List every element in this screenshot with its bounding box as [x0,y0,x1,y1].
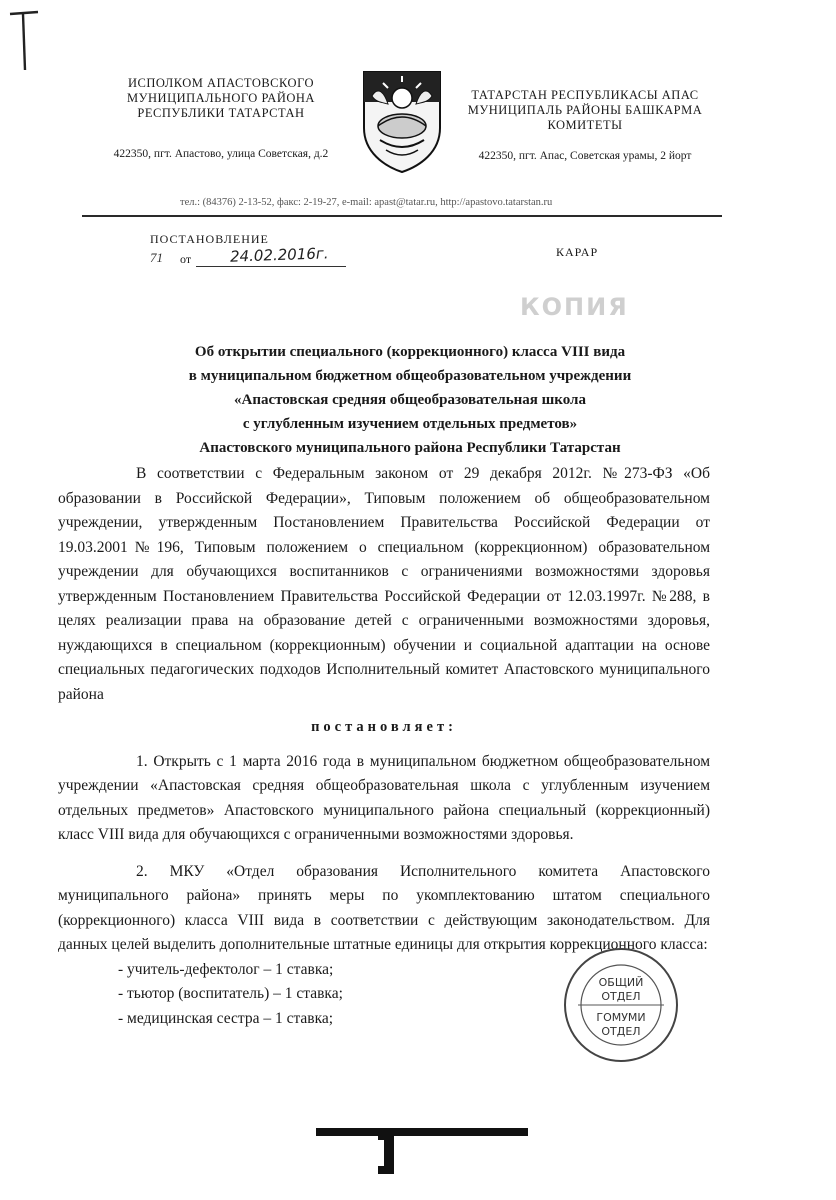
header-right-org: ТАТАРСТАН РЕСПУБЛИКАСЫ АПАС МУНИЦИПАЛЬ РАЙОНЫ БАШКАРМА КОМИТЕТЫ [467,88,703,132]
title-line: «Апастовская средняя общеобразовательная школа [234,392,586,408]
seal-line-2: ОТДЕЛ [601,990,641,1003]
decree-label-tt: КАРАР [556,245,599,259]
scan-artifact-mark [316,1128,528,1174]
seal-line-3: ГОМУМИ [596,1011,646,1024]
header-right-block [450,88,720,164]
round-seal-stamp [562,946,680,1064]
staff-list-item: - медицинская сестра – 1 ставка; [118,1009,334,1027]
copy-stamp: КОПИЯ [520,293,629,321]
header-left-address: 422350, пгт. Апастово, улица Советская, д.2 [113,148,329,160]
item-1-paragraph: 1. Открыть с 1 марта 2016 года в муниципальном бюджетном общеобразовательном учреждении «Апастовская средняя общеобразовательная школа с углубленным изучением отдельных предметов» Апастовского муниципального района специальный (коррекционный) класс VIII вида для обучающихся с ограниченными возможностями здоровья. [58,752,710,843]
decree-ot: от [180,252,192,266]
decree-title [90,340,730,460]
seal-line-4: ОТДЕЛ [601,1025,641,1038]
title-line: Об открытии специального (коррекционного) класса VIII вида [194,344,626,360]
decree-label-ru: ПОСТАНОВЛЕНИЕ [150,232,269,246]
district-emblem-icon [358,68,446,174]
decree-number: 71 [150,250,163,265]
title-line: с углубленным изучением отдельных предметов» [242,416,578,432]
header-divider [82,215,722,217]
header-right-address: 422350, пгт. Апас, Советская урамы, 2 йорт [478,150,692,162]
title-line: Апастовского муниципального района Республики Татарстан [199,440,621,456]
item-2-paragraph: 2. МКУ «Отдел образования Исполнительного комитета Апастовского муниципального района» принять меры по укомплектованию штатом специального (коррекционного) класса VIII вида в соответствии с действующим законодательством. Для данных целей выделить дополнительные штатные единицы для открытия коррекционного класса: [58,862,710,953]
staff-list-item: - учитель-дефектолог – 1 ставка; [118,960,334,978]
contacts-line: тел.: (84376) 2-13-52, факс: 2-19-27, e-mail: apast@tatar.ru, http://apastovo.tatarstan.ru [180,197,553,208]
header-left-org: ИСПОЛКОМ АПАСТОВСКОГО МУНИЦИПАЛЬНОГО РАЙОНА РЕСПУБЛИКИ ТАТАРСТАН [127,76,315,120]
date-underline [196,266,346,267]
decree-date: 24.02.2016г. [229,244,329,266]
decree-number-date [110,244,345,270]
staff-list-item: - тьютор (воспитатель) – 1 ставка; [118,985,343,1002]
postanovlyaet-heading: постановляет: [311,719,457,735]
header-left-block [96,76,346,162]
title-line: в муниципальном бюджетном общеобразовательном учреждении [188,368,632,384]
seal-line-1: ОБЩИЙ [598,976,644,989]
handwritten-t-mark [6,6,42,76]
preamble-paragraph: В соответствии с Федеральным законом от 29 декабря 2012г. №273-ФЗ «Об образовании в Российской Федерации», Типовым положением об общеобразовательном учреждении, утвержденным Постановлением Правительства Российской Федерации от 19.03.2001№196, Типовым положением о специальном (коррекционном) образовательном учреждении для обучающихся воспитанников с ограничениями возможностями здоровья утвержденным Постановлением Правительства Российской Федерации от 12.03.1997г. №288, в целях реализации права на образование детей с ограниченными возможностями здоровья, нуждающихся в специальном (коррекционным) обучении и социальной адаптации на основе специальных педагогических подходов Исполнительный комитет Апастовского муниципального района [58,465,710,703]
